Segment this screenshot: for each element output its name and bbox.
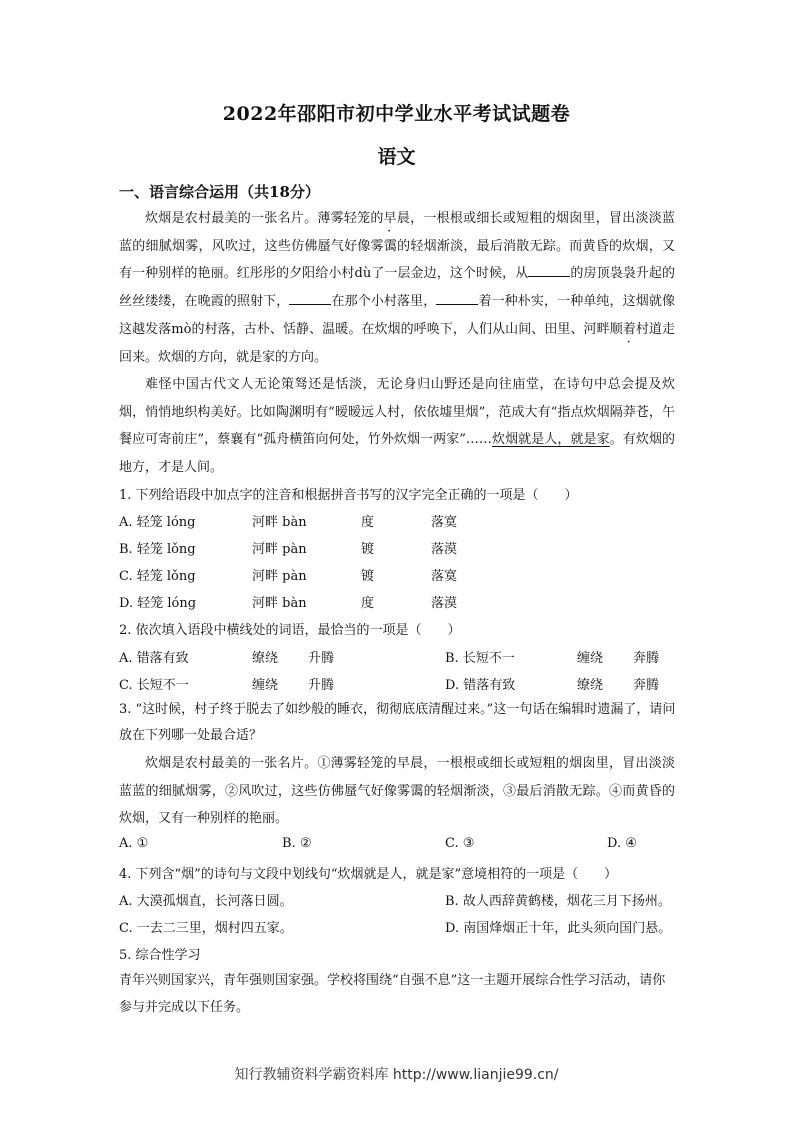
question-3-passage: 炊烟是农村最美的一张名片。①薄雾轻笼的早晨，一根根或细长或短粗的烟囱里，冒出淡淡蓝蓝的细腻烟雾，②风吹过，这些仿佛蜃气好像雾霭的轻烟渐淡，③最后消散无踪。④而黄昏的炊烟，又有一种别样的艳丽。: [119, 756, 675, 827]
question-4-stem: 4. 下列含“烟”的诗句与文段中划线句“炊烟就是人，就是家”意境相符的一项是（ ）: [119, 867, 618, 882]
blank-3: [436, 292, 478, 305]
question-5-text: 青年兴则国家兴，青年强则国家强。学校将围绕“自强不息”这一主题开展综合性学习活动，请你参与并完成以下任务。: [119, 973, 666, 1015]
blank-2: [289, 292, 331, 305]
question-3-stem: 3. “这时候，村子终于脱去了如纱般的睡衣，彻彻底底清醒过来。”这一句话在编辑时遗漏了，请问放在下列哪一处最合适？: [119, 702, 676, 743]
subject-title: 语文: [377, 146, 416, 168]
question-5-stem: 5. 综合性学习: [119, 948, 201, 963]
question-1-stem: 1. 下列给语段中加点字的注音和根据拼音书写的汉字完全正确的一项是（ ）: [119, 488, 578, 503]
dotted-char: 畔 ·: [597, 322, 610, 337]
dotted-char: 笼 ·: [357, 211, 370, 226]
section-heading: 一、语言综合运用（共18分）: [119, 183, 320, 201]
passage-paragraph-1: 炊烟是农村最美的一张名片。薄雾轻笼 ·的早晨，一根根或细长或短粗的烟囱里，冒出淡淡蓝蓝的细腻烟雾，风吹过，这些仿佛蜃气好像雾霭的轻烟渐淡，最后消散无踪。而黄昏的炊烟，又有一种别样的艳丽。红彤彤的夕阳给小村dù了一层金边，这个时候，从 的房顶袅袅升起的丝丝缕缕，在晚霞的照射下， 在那个小村落里， 着一种朴实，一种单纯，这烟就像这越发落mò的村落，古朴、恬静、温暖。在炊烟的呼唤下，人们从山间、田里、河畔 ·顺着村道走回来。炊烟的方向，就是家的方向。: [119, 205, 675, 371]
footer-watermark: 知行教辅资料学霸资料库 http://www.lianjie99.cn/: [234, 1067, 559, 1083]
exam-title: 2022年邵阳市初中学业水平考试试题卷: [222, 103, 571, 125]
passage-paragraph-2: 难怪中国古代文人无论策驽还是恬淡，无论身归山野还是向往庙堂，在诗句中总会提及炊烟，悄悄地织构美好。比如陶渊明有“暧暧远人村，依依墟里烟”，范成大有“指点炊烟隔莽苍，午餐应可寄前庄”，蔡襄有“孤舟横笛向何处，竹外炊烟一两家”……炊烟就是人，就是家。有炊烟的地方，才是人间。: [119, 377, 675, 476]
blank-1: [528, 264, 570, 277]
question-2-stem: 2. 依次填入语段中横线处的词语，最恰当的一项是（ ）: [119, 623, 461, 638]
underlined-sentence: 炊烟就是人，就是家: [491, 432, 610, 448]
